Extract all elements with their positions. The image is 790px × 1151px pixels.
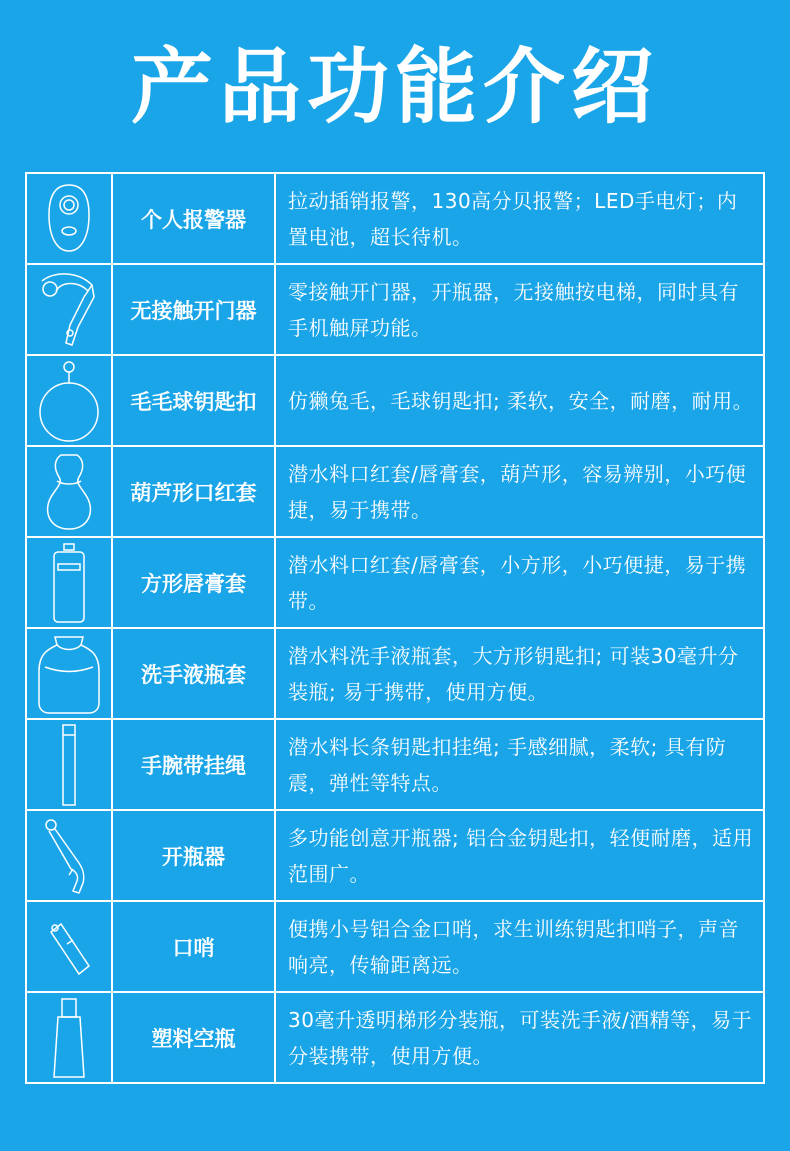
product-description: 零接触开门器，开瓶器，无接触按电梯，同时具有手机触屏功能。 (275, 264, 764, 355)
product-name: 塑料空瓶 (112, 992, 275, 1083)
icon-cell (26, 446, 112, 537)
product-description: 便携小号铝合金口哨，求生训练钥匙扣哨子，声音响亮，传输距离远。 (275, 901, 764, 992)
page-title: 产品功能介绍 (130, 40, 659, 135)
product-description: 潜水料长条钥匙扣挂绳; 手感细腻，柔软; 具有防震，弹性等特点。 (275, 719, 764, 810)
table-row (26, 719, 764, 810)
icon-cell (26, 901, 112, 992)
icon-cell (26, 264, 112, 355)
icon-cell (26, 355, 112, 446)
product-name: 葫芦形口红套 (112, 446, 275, 537)
icon-cell (26, 719, 112, 810)
table-row (26, 537, 764, 628)
table-row (26, 901, 764, 992)
icon-cell (26, 173, 112, 264)
product-name: 毛毛球钥匙扣 (112, 355, 275, 446)
table-row (26, 264, 764, 355)
table-row (26, 355, 764, 446)
product-description: 30毫升透明梯形分装瓶，可装洗手液/酒精等，易于分装携带，使用方便。 (275, 992, 764, 1083)
icon-cell (26, 992, 112, 1083)
product-description: 仿獭兔毛，毛球钥匙扣; 柔软，安全，耐磨，耐用。 (275, 355, 764, 446)
personal-alarm-icon (39, 179, 99, 259)
table-row (26, 446, 764, 537)
product-name: 手腕带挂绳 (112, 719, 275, 810)
icon-cell (26, 810, 112, 901)
square-lipbalm-case-icon (44, 540, 94, 626)
sanitizer-bottle-case-icon (33, 631, 105, 717)
table-row (26, 173, 764, 264)
product-name: 个人报警器 (112, 173, 275, 264)
product-description: 潜水料口红套/唇膏套，小方形，小巧便捷，易于携带。 (275, 537, 764, 628)
product-feature-table (25, 172, 765, 1084)
table-row (26, 628, 764, 719)
whistle-icon (39, 904, 99, 990)
product-description: 多功能创意开瓶器; 铝合金钥匙扣，轻便耐磨，适用范围广。 (275, 810, 764, 901)
gourd-lipstick-case-icon (39, 449, 99, 535)
icon-cell (26, 537, 112, 628)
product-name: 无接触开门器 (112, 264, 275, 355)
door-opener-icon (34, 267, 104, 353)
product-description: 拉动插销报警，130高分贝报警；LED手电灯；内置电池，超长待机。 (275, 173, 764, 264)
bottle-opener-icon (39, 813, 99, 899)
product-name: 方形唇膏套 (112, 537, 275, 628)
table-row (26, 810, 764, 901)
table-row (26, 992, 764, 1083)
product-description: 潜水料口红套/唇膏套，葫芦形，容易辨别，小巧便捷，易于携带。 (275, 446, 764, 537)
wrist-lanyard-icon (49, 721, 89, 809)
product-description: 潜水料洗手液瓶套，大方形钥匙扣; 可装30毫升分装瓶; 易于携带，使用方便。 (275, 628, 764, 719)
product-name: 口哨 (112, 901, 275, 992)
plastic-bottle-icon (44, 995, 94, 1081)
pompom-keychain-icon (34, 357, 104, 445)
product-name: 开瓶器 (112, 810, 275, 901)
icon-cell (26, 628, 112, 719)
product-name: 洗手液瓶套 (112, 628, 275, 719)
